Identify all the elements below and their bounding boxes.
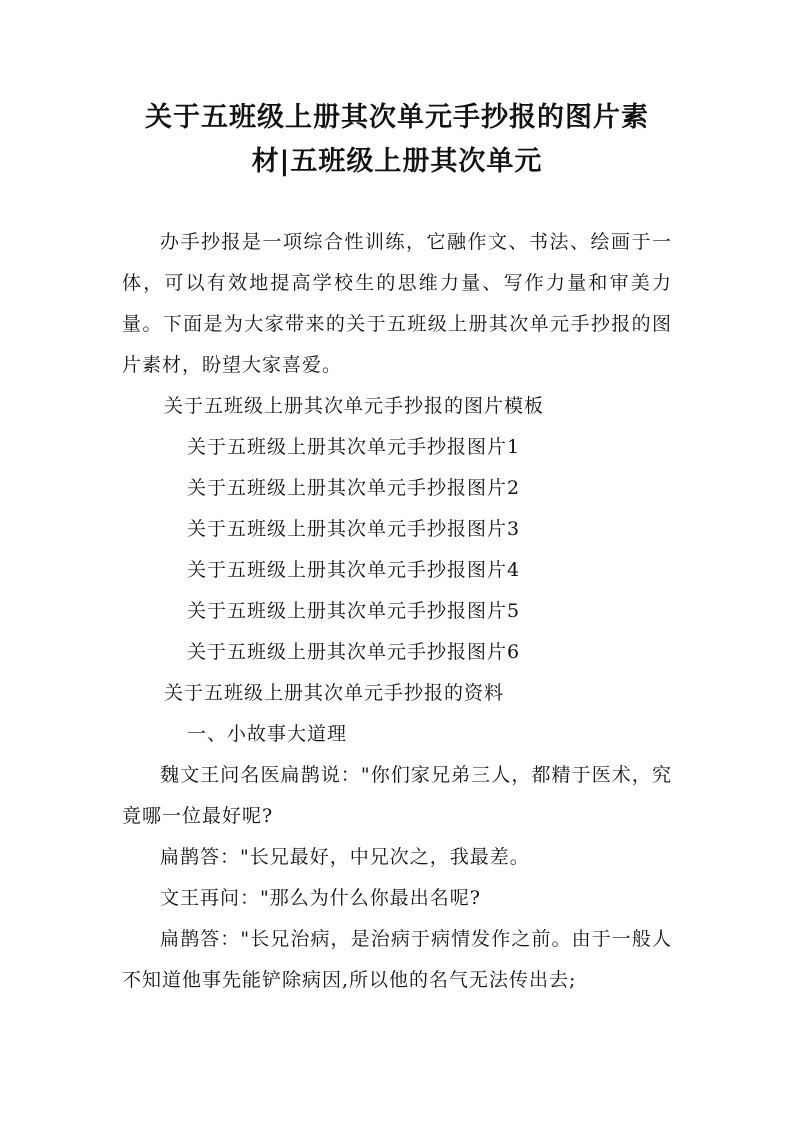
story-paragraph-4: 扁鹊答："长兄治病，是治病于病情发作之前。由于一般人不知道他事先能铲除病因,所以他的名气无法传出去;: [122, 928, 672, 991]
title-line-2: 材|五班级上册其次单元: [251, 146, 543, 177]
document-title: [110, 96, 684, 184]
picture-template-heading: 关于五班级上册其次单元手抄报的图片模板: [164, 395, 545, 417]
story-paragraph-3: 文王再问："那么为什么你最出名呢?: [160, 887, 481, 909]
picture-item-2: 关于五班级上册其次单元手抄报图片2: [187, 477, 521, 499]
picture-item-5: 关于五班级上册其次单元手抄报图片5: [187, 600, 521, 622]
materials-heading: 关于五班级上册其次单元手抄报的资料: [164, 682, 505, 704]
title-line-1: 关于五班级上册其次单元手抄报的图片素: [145, 102, 649, 133]
story-paragraph-2: 扁鹊答："长兄最好，中兄次之，我最差。: [160, 846, 530, 868]
picture-item-3: 关于五班级上册其次单元手抄报图片3: [187, 518, 521, 540]
story-section-heading: 一、小故事大道理: [187, 723, 348, 745]
document-body: [122, 222, 672, 1001]
story-paragraph-1: 魏文王问名医扁鹊说："你们家兄弟三人，都精于医术，究竟哪一位最好呢?: [122, 764, 672, 827]
picture-item-4: 关于五班级上册其次单元手抄报图片4: [187, 559, 521, 581]
picture-item-6: 关于五班级上册其次单元手抄报图片6: [187, 641, 521, 663]
intro-paragraph: 办手抄报是一项综合性训练，它融作文、书法、绘画于一体，可以有效地提高学校生的思维力量、写作力量和审美力量。下面是为大家带来的关于五班级上册其次单元手抄报的图片素材，盼望大家喜爱。: [122, 231, 672, 376]
picture-item-1: 关于五班级上册其次单元手抄报图片1: [187, 436, 521, 458]
